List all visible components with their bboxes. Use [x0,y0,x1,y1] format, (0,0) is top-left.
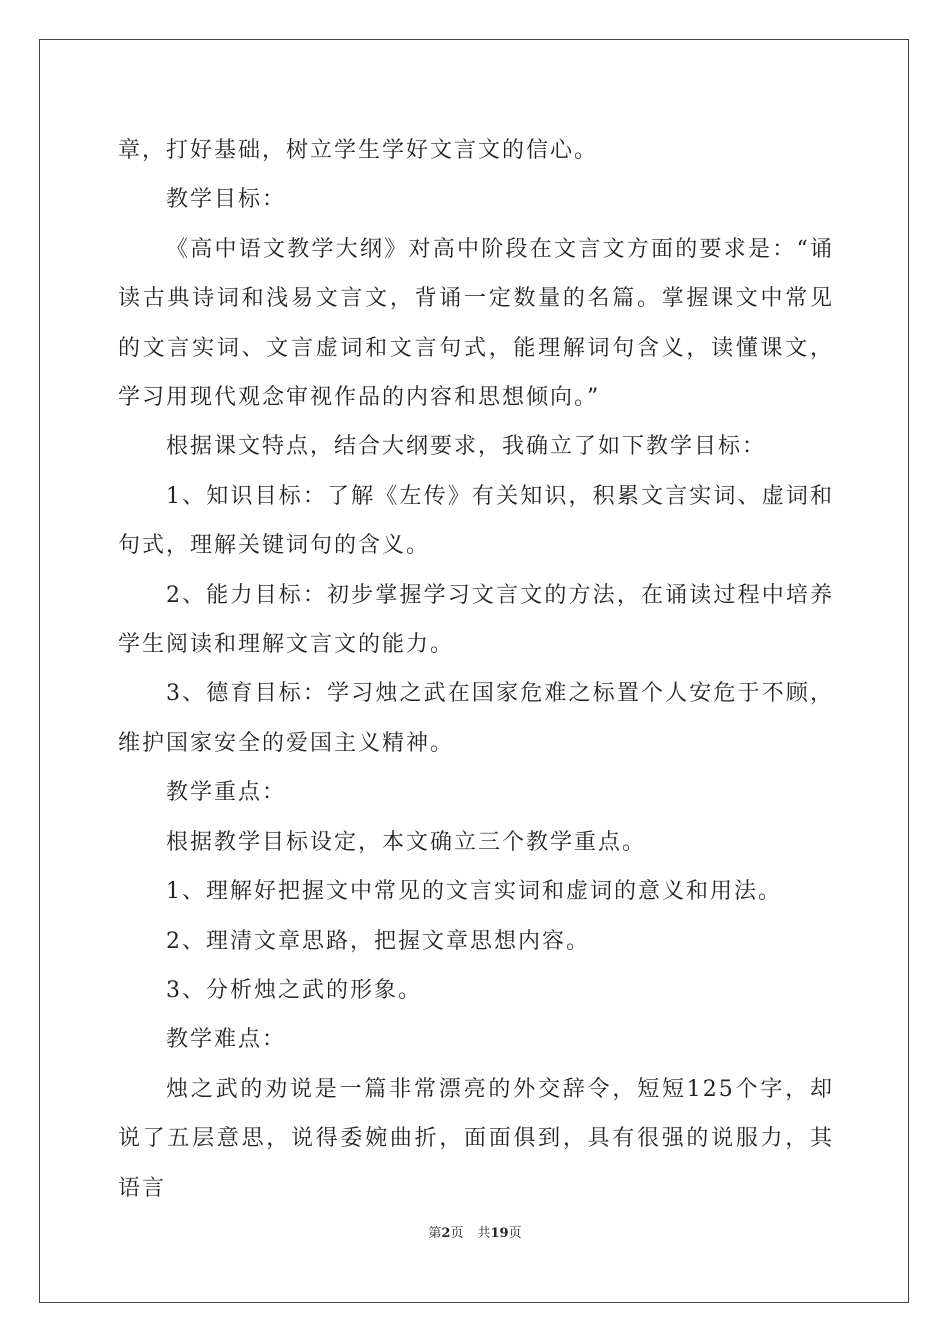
paragraph-9: 根据教学目标设定，本文确立三个教学重点。 [166,829,647,855]
paragraph-14: 烛之武的劝说是一篇非常漂亮的外交辞令，短短125个字，却说了五层意思，说得委婉曲折，面面俱到，具有很强的说服力，其语言 [118,1076,834,1201]
page-footer [0,1222,950,1241]
paragraph-3: 《高中语文教学大纲》对高中阶段在文言文方面的要求是：“诵读古典诗词和浅易文言文，背诵一定数量的名篇。掌握课文中常见的文言实词、文言虚词和文言句式，能理解词句含义，读懂课文，学习用现代观念审视作品的内容和思想倾向。” [118,236,834,411]
paragraph-1: 章，打好基础，树立学生学好文言文的信心。 [118,138,599,163]
document-body [118,126,834,1213]
total-prefix: 共 [477,1226,491,1241]
paragraph-7: 3、德育目标：学习烛之武在国家危难之标置个人安危于不顾，维护国家安全的爱国主义精神。 [118,681,834,756]
paragraph-11: 2、理清文章思路，把握文章思想内容。 [166,928,590,954]
total-suffix: 页 [508,1226,522,1241]
paragraph-13: 教学难点： [166,1027,287,1053]
paragraph-10: 1、理解好把握文中常见的文言实词和虚词的意义和用法。 [166,879,782,905]
paragraph-6: 2、能力目标：初步掌握学习文言文的方法，在诵读过程中培养学生阅读和理解文言文的能力。 [118,582,834,658]
paragraph-2: 教学目标： [166,187,287,213]
paragraph-8: 教学重点： [166,780,287,806]
paragraph-12: 3、分析烛之武的形象。 [166,977,422,1003]
page-prefix: 第 [428,1226,442,1241]
paragraph-5: 1、知识目标：了解《左传》有关知识，积累文言实词、虚词和句式，理解关键词句的含义。 [118,483,834,559]
total-pages: 19 [490,1226,509,1241]
page-number: 2 [441,1226,451,1241]
paragraph-4: 根据课文特点，结合大纲要求，我确立了如下教学目标： [166,434,767,460]
page-suffix: 页 [450,1226,464,1241]
